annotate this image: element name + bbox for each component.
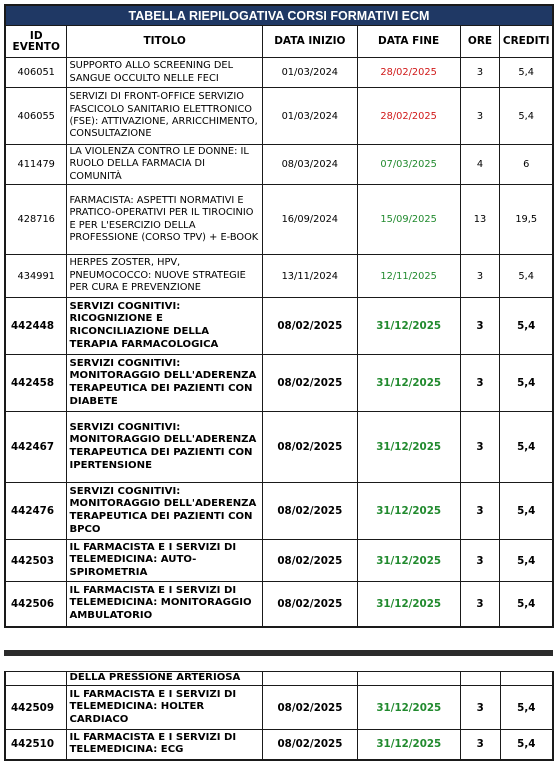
end-date: 31/12/2025: [357, 355, 460, 412]
event-id: 442506: [5, 582, 67, 627]
hours: 3: [460, 540, 500, 582]
end-date: 15/09/2025: [357, 185, 460, 255]
credits: 5,4: [500, 298, 553, 355]
col-header-ore: ORE: [460, 26, 500, 58]
start-date: 08/02/2025: [263, 730, 358, 760]
start-date: 01/03/2024: [262, 58, 357, 88]
table-row: [5, 185, 553, 255]
start-date: 08/02/2025: [262, 355, 357, 412]
course-title: SUPPORTO ALLO SCREENING DEL SANGUE OCCULTO NELLE FECI: [67, 58, 262, 88]
credits: 5,4: [500, 255, 553, 298]
table-row: [5, 730, 553, 760]
courses-table-continued: [4, 671, 554, 761]
credits: 5,4: [500, 582, 553, 627]
start-date: 08/03/2024: [262, 145, 357, 185]
hours: 3: [460, 686, 500, 730]
credits: 5,4: [500, 483, 553, 540]
event-id: 406055: [5, 88, 67, 145]
course-title: IL FARMACISTA E I SERVIZI DI TELEMEDICINA: HOLTER CARDIACO: [67, 686, 263, 730]
event-id: 411479: [5, 145, 67, 185]
col-header-data-fine: DATA FINE: [357, 26, 460, 58]
end-date-empty: [357, 672, 460, 686]
table-row: [5, 255, 553, 298]
table-row: [5, 483, 553, 540]
course-title: FARMACISTA: ASPETTI NORMATIVI E PRATICO-OPERATIVI PER IL TIROCINIO E PER L'ESERCIZIO DELLA PROFESSIONE (CORSO TPV) + E-BOOK: [67, 185, 262, 255]
hours: 3: [460, 483, 500, 540]
col-header-id-line2: EVENTO: [12, 40, 60, 53]
start-date: 08/02/2025: [262, 540, 357, 582]
credits: 5,4: [500, 686, 553, 730]
course-title: SERVIZI COGNITIVI: MONITORAGGIO DELL'ADERENZA TERAPEUTICA DEI PAZIENTI CON DIABETE: [67, 355, 262, 412]
end-date: 07/03/2025: [357, 145, 460, 185]
table-row-continuation: [5, 672, 553, 686]
col-header-titolo: TITOLO: [67, 26, 262, 58]
start-date: 08/02/2025: [262, 483, 357, 540]
event-id: 442476: [5, 483, 67, 540]
event-id: 442510: [5, 730, 67, 760]
table-row: [5, 540, 553, 582]
event-id: 442467: [5, 412, 67, 483]
end-date: 28/02/2025: [357, 58, 460, 88]
end-date: 31/12/2025: [357, 540, 460, 582]
table-row: [5, 412, 553, 483]
table-row: [5, 686, 553, 730]
end-date: 31/12/2025: [357, 298, 460, 355]
course-title: IL FARMACISTA E I SERVIZI DI TELEMEDICINA: MONITORAGGIO AMBULATORIO: [67, 582, 262, 627]
col-header-id: [5, 26, 67, 58]
credits-empty: [500, 672, 553, 686]
start-date: 08/02/2025: [262, 582, 357, 627]
end-date: 31/12/2025: [357, 483, 460, 540]
start-date: 13/11/2024: [262, 255, 357, 298]
start-date: 01/03/2024: [262, 88, 357, 145]
start-date: 08/02/2025: [263, 686, 358, 730]
table-row: [5, 355, 553, 412]
event-id: 442448: [5, 298, 67, 355]
end-date: 31/12/2025: [357, 412, 460, 483]
hours: 3: [460, 412, 500, 483]
credits: 6: [500, 145, 553, 185]
table-row: [5, 145, 553, 185]
end-date: 31/12/2025: [357, 730, 460, 760]
hours: 3: [460, 582, 500, 627]
event-id: 406051: [5, 58, 67, 88]
event-id: 442503: [5, 540, 67, 582]
end-date: 12/11/2025: [357, 255, 460, 298]
page-break-band: [4, 650, 553, 656]
credits: 5,4: [500, 88, 553, 145]
table-row: [5, 88, 553, 145]
col-header-crediti: CREDITI: [500, 26, 553, 58]
col-header-id-line1: ID: [29, 29, 43, 42]
start-date: 08/02/2025: [262, 412, 357, 483]
credits: 19,5: [500, 185, 553, 255]
credits: 5,4: [500, 730, 553, 760]
table-row: [5, 298, 553, 355]
credits: 5,4: [500, 540, 553, 582]
event-id: 434991: [5, 255, 67, 298]
course-title: SERVIZI COGNITIVI: MONITORAGGIO DELL'ADERENZA TERAPEUTICA DEI PAZIENTI CON BPCO: [67, 483, 262, 540]
end-date: 28/02/2025: [357, 88, 460, 145]
hours: 3: [460, 730, 500, 760]
hours: 3: [460, 255, 500, 298]
course-title-continuation: DELLA PRESSIONE ARTERIOSA: [67, 672, 263, 686]
hours: 13: [460, 185, 500, 255]
hours: 3: [460, 58, 500, 88]
start-date: 16/09/2024: [262, 185, 357, 255]
col-header-data-inizio: DATA INIZIO: [262, 26, 357, 58]
credits: 5,4: [500, 412, 553, 483]
credits: 5,4: [500, 58, 553, 88]
table-row: [5, 582, 553, 627]
hours: 3: [460, 88, 500, 145]
event-id: 428716: [5, 185, 67, 255]
table-banner: TABELLA RIEPILOGATIVA CORSI FORMATIVI ECM: [5, 5, 553, 26]
course-title: LA VIOLENZA CONTRO LE DONNE: IL RUOLO DELLA FARMACIA DI COMUNITÀ: [67, 145, 262, 185]
course-title: SERVIZI COGNITIVI: MONITORAGGIO DELL'ADERENZA TERAPEUTICA DEI PAZIENTI CON IPERTENSIONE: [67, 412, 262, 483]
hours: 3: [460, 355, 500, 412]
end-date: 31/12/2025: [357, 686, 460, 730]
hours-empty: [460, 672, 500, 686]
event-id: 442458: [5, 355, 67, 412]
hours: 4: [460, 145, 500, 185]
start-date: 08/02/2025: [262, 298, 357, 355]
table-row: [5, 58, 553, 88]
course-title: HERPES ZOSTER, HPV, PNEUMOCOCCO: NUOVE STRATEGIE PER CURA E PREVENZIONE: [67, 255, 262, 298]
credits: 5,4: [500, 355, 553, 412]
start-date-empty: [263, 672, 358, 686]
event-id-empty: [5, 672, 67, 686]
end-date: 31/12/2025: [357, 582, 460, 627]
event-id: 442509: [5, 686, 67, 730]
hours: 3: [460, 298, 500, 355]
courses-table: [4, 4, 554, 628]
course-title: IL FARMACISTA E I SERVIZI DI TELEMEDICINA: ECG: [67, 730, 263, 760]
course-title: SERVIZI COGNITIVI: RICOGNIZIONE E RICONCILIAZIONE DELLA TERAPIA FARMACOLOGICA: [67, 298, 262, 355]
course-title: IL FARMACISTA E I SERVIZI DI TELEMEDICINA: AUTO-SPIROMETRIA: [67, 540, 262, 582]
course-title: SERVIZI DI FRONT-OFFICE SERVIZIO FASCICOLO SANITARIO ELETTRONICO (FSE): ATTIVAZIONE, ARRICCHIMENTO, CONSULTAZIONE: [67, 88, 262, 145]
